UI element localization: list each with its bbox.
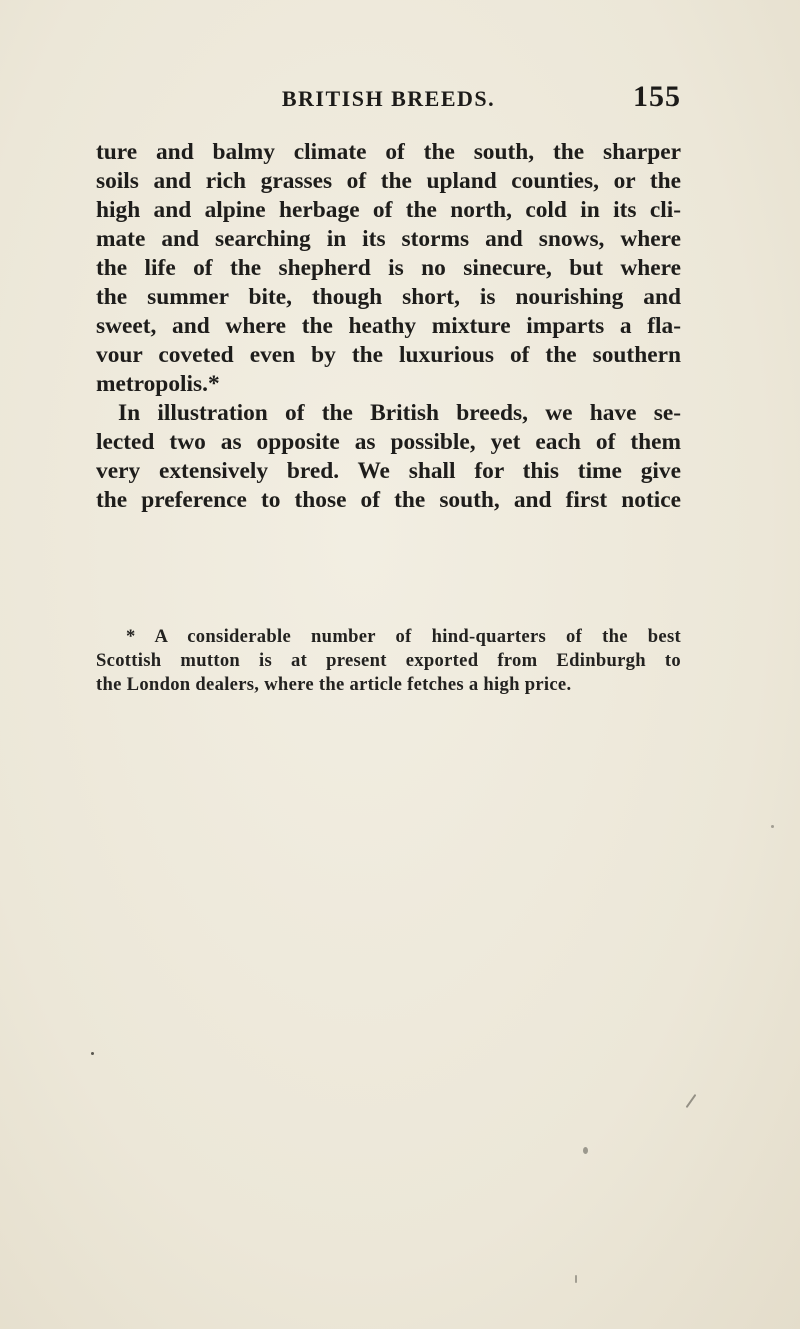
scan-speck xyxy=(575,1275,577,1283)
running-head xyxy=(96,82,681,118)
scan-speck xyxy=(583,1147,588,1154)
footnote-line: Scottish mutton is at present exported from Edinburgh to xyxy=(96,650,681,671)
running-title: BRITISH BREEDS. xyxy=(281,86,496,111)
scan-speck xyxy=(686,1094,697,1108)
body-line: mate and searching in its storms and snows, where xyxy=(96,226,681,252)
scan-speck xyxy=(91,1052,94,1055)
body-line: metropolis.* xyxy=(96,371,220,397)
scan-speck xyxy=(771,825,774,828)
body-line: the preference to those of the south, and first notice xyxy=(96,487,681,513)
body-line: the summer bite, though short, is nourishing and xyxy=(96,284,681,310)
body-paragraphs xyxy=(96,138,681,515)
body-line: sweet, and where the heathy mixture imparts a fla- xyxy=(96,313,681,339)
footnote xyxy=(96,625,681,697)
body-line: very extensively bred. We shall for this time give xyxy=(96,458,681,484)
body-line: lected two as opposite as possible, yet each of them xyxy=(96,429,681,455)
footnote-line: the London dealers, where the article fetches a high price. xyxy=(96,674,572,695)
body-line: vour coveted even by the luxurious of the southern xyxy=(96,342,681,368)
body-line: high and alpine herbage of the north, cold in its cli- xyxy=(96,197,681,223)
footnote-line: * A considerable number of hind-quarters of the best xyxy=(126,626,681,647)
body-line: the life of the shepherd is no sinecure, but where xyxy=(96,255,681,281)
body-line: ture and balmy climate of the south, the sharper xyxy=(96,139,681,165)
page-number: 155 xyxy=(633,80,681,113)
body-line: In illustration of the British breeds, we have se- xyxy=(118,400,681,426)
body-line: soils and rich grasses of the upland counties, or the xyxy=(96,168,681,194)
